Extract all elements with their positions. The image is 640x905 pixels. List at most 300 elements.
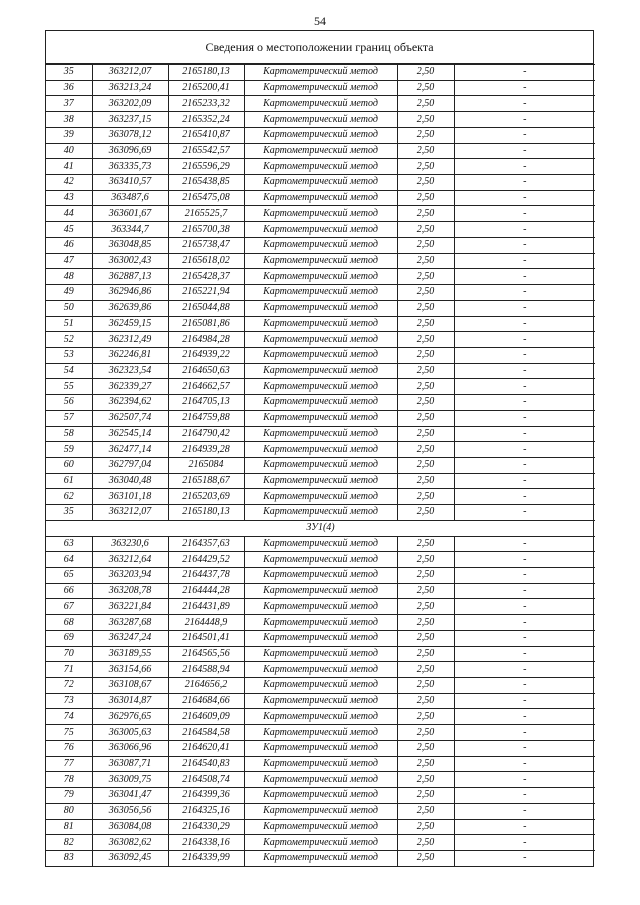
method-cell: Картометрический метод [244, 772, 397, 788]
table-row [46, 599, 595, 615]
point-number-cell: 81 [46, 819, 92, 835]
point-number-cell: 74 [46, 709, 92, 725]
x-coordinate-cell: 362246,81 [92, 347, 168, 363]
precision-cell: 2,50 [397, 835, 454, 851]
table-row [46, 740, 595, 756]
description-cell: - [454, 630, 595, 646]
method-cell: Картометрический метод [244, 175, 397, 191]
x-coordinate-cell: 363005,63 [92, 725, 168, 741]
y-coordinate-cell: 2164984,28 [168, 332, 244, 348]
y-coordinate-cell: 2164662,57 [168, 379, 244, 395]
precision-cell: 2,50 [397, 709, 454, 725]
x-coordinate-cell: 363410,57 [92, 175, 168, 191]
description-cell: - [454, 473, 595, 489]
precision-cell: 2,50 [397, 269, 454, 285]
table-row [46, 630, 595, 646]
y-coordinate-cell: 2164357,63 [168, 536, 244, 552]
x-coordinate-cell: 363212,07 [92, 505, 168, 521]
description-cell: - [454, 568, 595, 584]
point-number-cell: 79 [46, 788, 92, 804]
point-number-cell: 75 [46, 725, 92, 741]
description-cell: - [454, 599, 595, 615]
x-coordinate-cell: 363084,08 [92, 819, 168, 835]
method-cell: Картометрический метод [244, 395, 397, 411]
method-cell: Картометрический метод [244, 662, 397, 678]
precision-cell: 2,50 [397, 788, 454, 804]
method-cell: Картометрический метод [244, 693, 397, 709]
point-number-cell: 63 [46, 536, 92, 552]
y-coordinate-cell: 2165203,69 [168, 489, 244, 505]
y-coordinate-cell: 2164540,83 [168, 756, 244, 772]
precision-cell: 2,50 [397, 65, 454, 81]
boundary-table-frame [45, 30, 594, 867]
precision-cell: 2,50 [397, 693, 454, 709]
y-coordinate-cell: 2164431,89 [168, 599, 244, 615]
table-row [46, 253, 595, 269]
description-cell: - [454, 457, 595, 473]
group-label: ЗУ1(4) [46, 520, 595, 536]
point-number-cell: 40 [46, 143, 92, 159]
y-coordinate-cell: 2165410,87 [168, 127, 244, 143]
point-number-cell: 35 [46, 505, 92, 521]
x-coordinate-cell: 363087,71 [92, 756, 168, 772]
method-cell: Картометрический метод [244, 552, 397, 568]
precision-cell: 2,50 [397, 300, 454, 316]
method-cell: Картометрический метод [244, 505, 397, 521]
point-number-cell: 56 [46, 395, 92, 411]
description-cell: - [454, 80, 595, 96]
method-cell: Картометрический метод [244, 300, 397, 316]
description-cell: - [454, 536, 595, 552]
method-cell: Картометрический метод [244, 599, 397, 615]
precision-cell: 2,50 [397, 725, 454, 741]
point-number-cell: 58 [46, 426, 92, 442]
description-cell: - [454, 96, 595, 112]
point-number-cell: 42 [46, 175, 92, 191]
point-number-cell: 71 [46, 662, 92, 678]
precision-cell: 2,50 [397, 646, 454, 662]
y-coordinate-cell: 2164584,58 [168, 725, 244, 741]
point-number-cell: 37 [46, 96, 92, 112]
precision-cell: 2,50 [397, 175, 454, 191]
y-coordinate-cell: 2164588,94 [168, 662, 244, 678]
method-cell: Картометрический метод [244, 835, 397, 851]
point-number-cell: 82 [46, 835, 92, 851]
table-row [46, 536, 595, 552]
table-row [46, 819, 595, 835]
coordinates-table-body [46, 65, 595, 866]
page-number: 54 [314, 14, 326, 28]
method-cell: Картометрический метод [244, 756, 397, 772]
description-cell: - [454, 788, 595, 804]
x-coordinate-cell: 363221,84 [92, 599, 168, 615]
point-number-cell: 83 [46, 850, 92, 865]
description-cell: - [454, 426, 595, 442]
point-number-cell: 45 [46, 222, 92, 238]
x-coordinate-cell: 363487,6 [92, 190, 168, 206]
precision-cell: 2,50 [397, 505, 454, 521]
x-coordinate-cell: 363082,62 [92, 835, 168, 851]
table-row [46, 568, 595, 584]
x-coordinate-cell: 363237,15 [92, 112, 168, 128]
point-number-cell: 46 [46, 237, 92, 253]
precision-cell: 2,50 [397, 756, 454, 772]
precision-cell: 2,50 [397, 395, 454, 411]
x-coordinate-cell: 363096,69 [92, 143, 168, 159]
precision-cell: 2,50 [397, 568, 454, 584]
table-row [46, 756, 595, 772]
method-cell: Картометрический метод [244, 819, 397, 835]
y-coordinate-cell: 2164684,66 [168, 693, 244, 709]
precision-cell: 2,50 [397, 662, 454, 678]
y-coordinate-cell: 2164656,2 [168, 678, 244, 694]
x-coordinate-cell: 363247,24 [92, 630, 168, 646]
method-cell: Картометрический метод [244, 285, 397, 301]
precision-cell: 2,50 [397, 426, 454, 442]
method-cell: Картометрический метод [244, 473, 397, 489]
method-cell: Картометрический метод [244, 709, 397, 725]
description-cell: - [454, 237, 595, 253]
point-number-cell: 60 [46, 457, 92, 473]
point-number-cell: 69 [46, 630, 92, 646]
y-coordinate-cell: 2164620,41 [168, 740, 244, 756]
x-coordinate-cell: 362459,15 [92, 316, 168, 332]
table-row [46, 505, 595, 521]
description-cell: - [454, 332, 595, 348]
method-cell: Картометрический метод [244, 850, 397, 865]
method-cell: Картометрический метод [244, 583, 397, 599]
method-cell: Картометрический метод [244, 237, 397, 253]
x-coordinate-cell: 363287,68 [92, 615, 168, 631]
x-coordinate-cell: 363009,75 [92, 772, 168, 788]
description-cell: - [454, 756, 595, 772]
x-coordinate-cell: 362339,27 [92, 379, 168, 395]
precision-cell: 2,50 [397, 819, 454, 835]
table-row [46, 426, 595, 442]
method-cell: Картометрический метод [244, 725, 397, 741]
method-cell: Картометрический метод [244, 159, 397, 175]
table-row [46, 316, 595, 332]
x-coordinate-cell: 363014,87 [92, 693, 168, 709]
description-cell: - [454, 678, 595, 694]
table-row [46, 285, 595, 301]
description-cell: - [454, 379, 595, 395]
table-row [46, 646, 595, 662]
method-cell: Картометрический метод [244, 80, 397, 96]
y-coordinate-cell: 2165700,38 [168, 222, 244, 238]
point-number-cell: 47 [46, 253, 92, 269]
y-coordinate-cell: 2164448,9 [168, 615, 244, 631]
method-cell: Картометрический метод [244, 190, 397, 206]
method-cell: Картометрический метод [244, 536, 397, 552]
precision-cell: 2,50 [397, 583, 454, 599]
table-row [46, 332, 595, 348]
description-cell: - [454, 175, 595, 191]
x-coordinate-cell: 363189,55 [92, 646, 168, 662]
point-number-cell: 68 [46, 615, 92, 631]
point-number-cell: 61 [46, 473, 92, 489]
description-cell: - [454, 646, 595, 662]
table-row [46, 159, 595, 175]
y-coordinate-cell: 2164939,28 [168, 442, 244, 458]
point-number-cell: 78 [46, 772, 92, 788]
point-number-cell: 73 [46, 693, 92, 709]
precision-cell: 2,50 [397, 615, 454, 631]
x-coordinate-cell: 362545,14 [92, 426, 168, 442]
y-coordinate-cell: 2164444,28 [168, 583, 244, 599]
y-coordinate-cell: 2165542,57 [168, 143, 244, 159]
method-cell: Картометрический метод [244, 143, 397, 159]
point-number-cell: 36 [46, 80, 92, 96]
description-cell: - [454, 222, 595, 238]
x-coordinate-cell: 363208,78 [92, 583, 168, 599]
precision-cell: 2,50 [397, 630, 454, 646]
y-coordinate-cell: 2165475,08 [168, 190, 244, 206]
method-cell: Картометрический метод [244, 442, 397, 458]
y-coordinate-cell: 2164501,41 [168, 630, 244, 646]
point-number-cell: 80 [46, 803, 92, 819]
point-number-cell: 50 [46, 300, 92, 316]
table-row [46, 80, 595, 96]
method-cell: Картометрический метод [244, 740, 397, 756]
precision-cell: 2,50 [397, 363, 454, 379]
description-cell: - [454, 835, 595, 851]
description-cell: - [454, 442, 595, 458]
method-cell: Картометрический метод [244, 253, 397, 269]
table-row [46, 725, 595, 741]
method-cell: Картометрический метод [244, 803, 397, 819]
y-coordinate-cell: 2164429,52 [168, 552, 244, 568]
description-cell: - [454, 489, 595, 505]
table-row [46, 457, 595, 473]
table-row [46, 662, 595, 678]
table-row [46, 835, 595, 851]
y-coordinate-cell: 2165738,47 [168, 237, 244, 253]
y-coordinate-cell: 2165180,13 [168, 505, 244, 521]
method-cell: Картометрический метод [244, 410, 397, 426]
point-number-cell: 67 [46, 599, 92, 615]
table-row [46, 395, 595, 411]
x-coordinate-cell: 363048,85 [92, 237, 168, 253]
table-row [46, 410, 595, 426]
point-number-cell: 76 [46, 740, 92, 756]
description-cell: - [454, 112, 595, 128]
x-coordinate-cell: 363078,12 [92, 127, 168, 143]
table-row [46, 237, 595, 253]
table-row [46, 222, 595, 238]
table-row [46, 615, 595, 631]
x-coordinate-cell: 363101,18 [92, 489, 168, 505]
coordinates-table [46, 64, 595, 866]
table-row [46, 112, 595, 128]
x-coordinate-cell: 363213,24 [92, 80, 168, 96]
method-cell: Картометрический метод [244, 96, 397, 112]
description-cell: - [454, 127, 595, 143]
x-coordinate-cell: 363041,47 [92, 788, 168, 804]
table-row [46, 850, 595, 865]
method-cell: Картометрический метод [244, 568, 397, 584]
precision-cell: 2,50 [397, 222, 454, 238]
description-cell: - [454, 819, 595, 835]
y-coordinate-cell: 2164705,13 [168, 395, 244, 411]
point-number-cell: 66 [46, 583, 92, 599]
table-row [46, 442, 595, 458]
description-cell: - [454, 253, 595, 269]
description-cell: - [454, 505, 595, 521]
y-coordinate-cell: 2164508,74 [168, 772, 244, 788]
point-number-cell: 39 [46, 127, 92, 143]
point-number-cell: 57 [46, 410, 92, 426]
y-coordinate-cell: 2165428,37 [168, 269, 244, 285]
precision-cell: 2,50 [397, 536, 454, 552]
precision-cell: 2,50 [397, 332, 454, 348]
method-cell: Картометрический метод [244, 316, 397, 332]
description-cell: - [454, 850, 595, 865]
precision-cell: 2,50 [397, 143, 454, 159]
table-row [46, 693, 595, 709]
x-coordinate-cell: 362323,54 [92, 363, 168, 379]
precision-cell: 2,50 [397, 552, 454, 568]
precision-cell: 2,50 [397, 489, 454, 505]
y-coordinate-cell: 2165596,29 [168, 159, 244, 175]
section-title: Сведения о местоположении границ объекта [46, 31, 593, 64]
precision-cell: 2,50 [397, 379, 454, 395]
table-row [46, 300, 595, 316]
precision-cell: 2,50 [397, 316, 454, 332]
description-cell: - [454, 803, 595, 819]
point-number-cell: 52 [46, 332, 92, 348]
x-coordinate-cell: 363040,48 [92, 473, 168, 489]
table-row [46, 583, 595, 599]
description-cell: - [454, 772, 595, 788]
method-cell: Картометрический метод [244, 457, 397, 473]
precision-cell: 2,50 [397, 740, 454, 756]
x-coordinate-cell: 363002,43 [92, 253, 168, 269]
x-coordinate-cell: 363344,7 [92, 222, 168, 238]
y-coordinate-cell: 2164339,99 [168, 850, 244, 865]
x-coordinate-cell: 362507,74 [92, 410, 168, 426]
y-coordinate-cell: 2164338,16 [168, 835, 244, 851]
description-cell: - [454, 662, 595, 678]
y-coordinate-cell: 2164330,29 [168, 819, 244, 835]
method-cell: Картометрический метод [244, 363, 397, 379]
method-cell: Картометрический метод [244, 127, 397, 143]
precision-cell: 2,50 [397, 599, 454, 615]
y-coordinate-cell: 2165618,02 [168, 253, 244, 269]
description-cell: - [454, 693, 595, 709]
table-row [46, 489, 595, 505]
y-coordinate-cell: 2165084 [168, 457, 244, 473]
x-coordinate-cell: 363230,6 [92, 536, 168, 552]
table-row [46, 772, 595, 788]
x-coordinate-cell: 362639,86 [92, 300, 168, 316]
x-coordinate-cell: 363154,66 [92, 662, 168, 678]
table-row [46, 190, 595, 206]
description-cell: - [454, 615, 595, 631]
table-row [46, 363, 595, 379]
x-coordinate-cell: 363056,56 [92, 803, 168, 819]
method-cell: Картометрический метод [244, 489, 397, 505]
point-number-cell: 54 [46, 363, 92, 379]
y-coordinate-cell: 2164939,22 [168, 347, 244, 363]
precision-cell: 2,50 [397, 127, 454, 143]
description-cell: - [454, 395, 595, 411]
point-number-cell: 38 [46, 112, 92, 128]
method-cell: Картометрический метод [244, 269, 397, 285]
table-row [46, 175, 595, 191]
precision-cell: 2,50 [397, 253, 454, 269]
precision-cell: 2,50 [397, 347, 454, 363]
y-coordinate-cell: 2165352,24 [168, 112, 244, 128]
point-number-cell: 59 [46, 442, 92, 458]
y-coordinate-cell: 2165221,94 [168, 285, 244, 301]
description-cell: - [454, 410, 595, 426]
table-row [46, 206, 595, 222]
table-row [46, 269, 595, 285]
point-number-cell: 53 [46, 347, 92, 363]
precision-cell: 2,50 [397, 159, 454, 175]
x-coordinate-cell: 363203,94 [92, 568, 168, 584]
x-coordinate-cell: 362887,13 [92, 269, 168, 285]
method-cell: Картометрический метод [244, 65, 397, 81]
precision-cell: 2,50 [397, 285, 454, 301]
method-cell: Картометрический метод [244, 630, 397, 646]
table-row [46, 347, 595, 363]
x-coordinate-cell: 363212,64 [92, 552, 168, 568]
point-number-cell: 48 [46, 269, 92, 285]
point-number-cell: 41 [46, 159, 92, 175]
table-row [46, 788, 595, 804]
point-number-cell: 70 [46, 646, 92, 662]
x-coordinate-cell: 362477,14 [92, 442, 168, 458]
precision-cell: 2,50 [397, 190, 454, 206]
description-cell: - [454, 363, 595, 379]
y-coordinate-cell: 2165180,13 [168, 65, 244, 81]
precision-cell: 2,50 [397, 80, 454, 96]
table-row [46, 143, 595, 159]
precision-cell: 2,50 [397, 206, 454, 222]
method-cell: Картометрический метод [244, 206, 397, 222]
precision-cell: 2,50 [397, 457, 454, 473]
y-coordinate-cell: 2165188,67 [168, 473, 244, 489]
x-coordinate-cell: 363108,67 [92, 678, 168, 694]
point-number-cell: 64 [46, 552, 92, 568]
table-row [46, 709, 595, 725]
precision-cell: 2,50 [397, 678, 454, 694]
y-coordinate-cell: 2164565,56 [168, 646, 244, 662]
y-coordinate-cell: 2164650,63 [168, 363, 244, 379]
table-row [46, 96, 595, 112]
description-cell: - [454, 583, 595, 599]
table-row [46, 473, 595, 489]
description-cell: - [454, 269, 595, 285]
y-coordinate-cell: 2164437,78 [168, 568, 244, 584]
x-coordinate-cell: 362312,49 [92, 332, 168, 348]
x-coordinate-cell: 363601,67 [92, 206, 168, 222]
point-number-cell: 62 [46, 489, 92, 505]
x-coordinate-cell: 363092,45 [92, 850, 168, 865]
y-coordinate-cell: 2165438,85 [168, 175, 244, 191]
method-cell: Картометрический метод [244, 222, 397, 238]
description-cell: - [454, 347, 595, 363]
table-row [46, 678, 595, 694]
table-row [46, 65, 595, 81]
method-cell: Картометрический метод [244, 646, 397, 662]
y-coordinate-cell: 2165200,41 [168, 80, 244, 96]
point-number-cell: 65 [46, 568, 92, 584]
precision-cell: 2,50 [397, 96, 454, 112]
point-number-cell: 72 [46, 678, 92, 694]
